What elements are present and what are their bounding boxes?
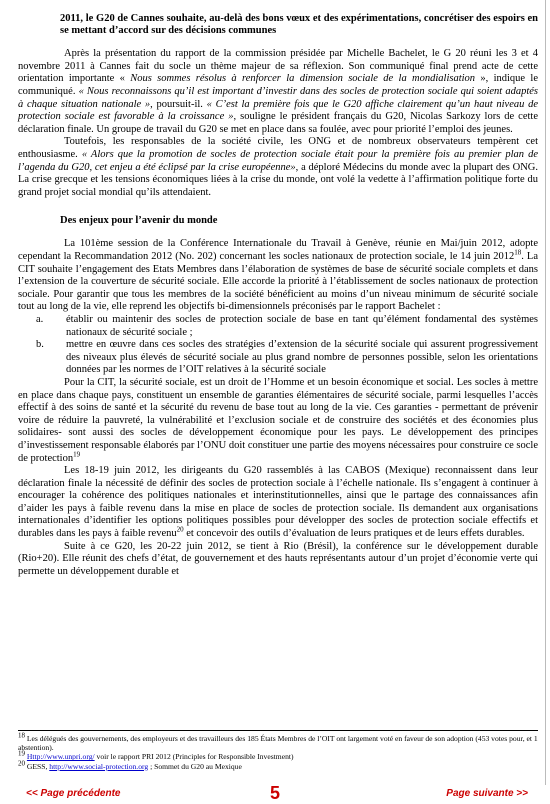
text-run: , poursuit-il. xyxy=(150,98,207,110)
text-run: Pour la CIT, la sécurité sociale, est un droit de l’Homme et un besoin économique et social. Les socles à mettre en place dans chaque pays, constituent un ensemble de garanties élémentaires de sécurité sociale, parmi lesquelles l’accès effectif à des soins de santé et la sécurité du revenu de base tout au long de la vie. Ces garanties - permettant de prévenir voire de réduire la pauvreté, la vulnérabilité et l’exclusion sociale et de construire des sociétés et des économies plus solidaires- sont aussi des socles de développement économique pour les pays. Le développement des principes d’investissement responsable élaborés par l’ONU doit constituer une partie des moyens nécessaires pour construire ce socle de protection xyxy=(18,376,538,464)
footnote-text: ; Sommet du G20 au Mexique xyxy=(148,761,242,771)
page-edge-line xyxy=(545,0,546,785)
section-heading-g20-cannes: 2011, le G20 de Cannes souhaite, au-delà des bons vœux et des expérimentations, concrétiser des espoirs en se mettant d’accord sur des décisions communes xyxy=(60,12,538,37)
footnote-link[interactable]: Http://www.unpri.org/ xyxy=(26,752,95,762)
paragraph-rio-plus-20: Suite à ce G20, les 20-22 juin 2012, se tient à Rio (Brésil), la conférence sur le développement durable (Rio+20). Elle réunit des chefs d’état, de gouvernement et des hauts représentants autour d’un projet d’économie verte qui permette un développement durable et xyxy=(18,540,538,577)
footnotes xyxy=(18,730,538,771)
paragraph-g20-los-cabos xyxy=(18,465,538,541)
text-run: La 101ème session de la Conférence Internationale du Travail à Genève, réunie en Mai/juin 2012, adopte cependant la Recommandation 2012 (No. 202) concernant les socles nationaux de protection sociale, le 14 juin 2012 xyxy=(18,238,538,262)
text-run: . La CIT souhaite l’engagement des Etats Membres dans l’élaboration de systèmes de base de sécurité sociale complets et dans l’extension de la couverture de sécurité sociale. Elle accorde la priorité à l’établissement de socles nationaux de protection sociale. Pour garantir que tous les membres de la société bénéficient au moins d’un niveau minimum de sécurité sociale tout au long de la vie, elle reprend les objectifs bi-dimensionnels préconisés par le rapport Bachelet : xyxy=(18,251,539,313)
footnote xyxy=(18,731,538,753)
footnote-ref[interactable]: 19 xyxy=(73,450,81,458)
paragraph-cit-recommandation xyxy=(18,238,538,314)
footnote-number: 19 xyxy=(18,749,25,758)
page-navigation xyxy=(0,785,550,803)
text-run: , a déploré Médecins du monde avec la plupart des ONG. La crise grecque et les tensions économiques liées à la crise du monde, ont volé la vedette à l’affirmation politique forte du grand projet social mondial qu’ils attendaient. xyxy=(18,161,538,198)
text-run: , souligne le président français du G20, Nicolas Sarkozy lors de cette déclaration finale. Un groupe de travail du G20 se met en place dans sa foulée, avec pour priorité l’emploi des jeunes. xyxy=(18,111,538,135)
paragraph-ong-reaction xyxy=(18,136,538,199)
list-marker: a. xyxy=(36,313,44,325)
footnote-text: voir le rapport PRI 2012 (Principles for Responsible Investment) xyxy=(94,752,294,762)
footnote-ref[interactable]: 20 xyxy=(176,525,184,534)
page-number: 5 xyxy=(269,783,281,803)
quote-run: « C’est la première fois que le G20 affiche clairement qu’un haut niveau de protection sociale est favorable à la croissance » xyxy=(18,98,538,123)
footnote-number: 20 xyxy=(18,759,25,768)
objectives-list xyxy=(18,314,538,377)
paragraph-g20-cannes xyxy=(18,48,538,136)
footnote xyxy=(18,759,538,771)
quote-run: Nous sommes résolus à renforcer la dimension sociale de la mondialisation xyxy=(130,73,476,85)
text-run: Toutefois, les responsables de la société civile, les ONG et de nombreux observateurs tempèrent cet enthousiasme. xyxy=(18,136,538,160)
footnote-text: Les délégués des gouvernements, des employeurs et des travailleurs des 185 États Membres de l’OIT ont largement voté en faveur de son adoption (453 votes pour, et 1 abstention). xyxy=(18,734,538,753)
footnote-text: GESS, xyxy=(25,761,50,771)
previous-page-link[interactable]: << Page précédente xyxy=(26,788,121,799)
list-item-text: établir ou maintenir des socles de protection sociale de base en tant qu’élément fondamental des systèmes nationaux de sécurité sociale ; xyxy=(66,313,538,338)
next-page-link[interactable]: Page suivante >> xyxy=(446,788,528,799)
footnote xyxy=(18,749,538,762)
list-item xyxy=(36,339,538,377)
section-title-enjeux: Des enjeux pour l’avenir du monde xyxy=(60,215,218,227)
list-marker: b. xyxy=(36,339,44,351)
text-run: Les 18-19 juin 2012, les dirigeants du G20 rassemblés à las CABOS (Mexique) reconnaissent dans leur déclaration finale la nécessité de définir des socles de protection sociale à l’échelle nationale. Ils s’engagent à continuer à encourager la cohérence des politiques nationales et interinstitutionnelles, ainsi que le partage des connaissances afin d’aider les pays à faible revenu dans la mise en place de socles de protection sociale. Ils demandent aux organisations internationales d’identifier les options politiques possibles pour développer des socles de protection sociale effectifs et durables dans les pays à faible revenu xyxy=(18,465,538,540)
list-item xyxy=(36,314,538,339)
footnote-ref[interactable]: 18 xyxy=(514,248,522,257)
footnote-number: 18 xyxy=(18,731,25,740)
text-run: Après la présentation du rapport de la commission présidée par Michelle Bachelet, le G 20 réuni les 3 et 4 novembre 2011 à Cannes fait du socle un thème majeur de sa réflexion. Son communiqué final prend acte de cette orientation importante « xyxy=(18,48,538,85)
paragraph-cit-securite-sociale xyxy=(18,377,538,465)
footnote-link[interactable]: http://www.social-protection.org xyxy=(49,761,149,771)
list-item-text: mettre en œuvre dans ces socles des stratégies d’extension de la sécurité sociale qui assurent progressivement des niveaux plus élevés de sécurité sociale au plus grand nombre de personnes possible, selon les orientations données par les normes de l’OIT relatives à la sécurité sociale xyxy=(66,339,538,376)
quote-run: « Alors que la promotion de socles de protection sociale était pour la première fois au premier plan de l’agenda du G20, cet enjeu a été éclipsé par la crise européenne» xyxy=(18,148,539,173)
text-run: et concevoir des outils d’évaluation de leurs pratiques et de leurs effets durables. xyxy=(183,528,525,540)
quote-run: « Nous reconnaissons qu’il est important d’investir dans des socles de protection sociale qui soient adaptés à chaque situation nationale » xyxy=(18,85,538,110)
text-run: », indique le communiqué. xyxy=(18,73,538,97)
